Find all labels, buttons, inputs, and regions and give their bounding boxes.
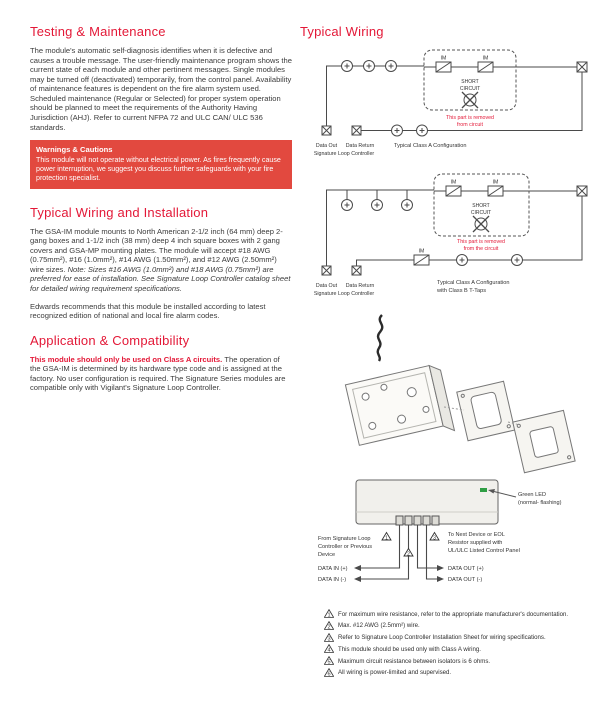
svg-text:3: 3 <box>327 636 331 642</box>
warning-triangle-icon <box>324 633 334 642</box>
data-out-minus-label: DATA OUT (-) <box>448 577 483 583</box>
wiring-installation-heading: Typical Wiring and Installation <box>30 204 209 220</box>
green-led <box>480 488 487 492</box>
note-item <box>324 609 604 618</box>
typical-wiring-heading: Typical Wiring <box>300 24 384 39</box>
installation-text-normal: The GSA-IM module mounts to North American 2-1/2 inch (64 mm) deep 2-gang boxes and 1-1/2 inch (38 mm) deep 4 inch square boxes with 2 gang covers and GSA-MP mounting plates. The module will accept #18 AWG (0.75mm²), #16 (1.0mm²), #14 AWG (1.50mm²), and #12 AWG (2.50mm²) wire sizes. <box>30 226 283 274</box>
data-in-plus-label: DATA IN (+) <box>318 566 348 572</box>
note-item <box>324 644 604 653</box>
installation-codes-note: Edwards recommends that this module be installed according to latest recognized edition of national and local fire alarm codes. <box>30 301 266 321</box>
im-label: IM <box>450 179 457 186</box>
note-item <box>324 656 604 665</box>
installation-text-italic: Note: Sizes #16 AWG (1.0mm²) and #18 AWG (0.75mm²) are preferred for ease of installation. See Signature Loop Controller catalog sheet for detailed wiring requirement specifications. <box>30 264 291 294</box>
application-compatibility-heading: Application & Compatibility <box>30 332 190 348</box>
svg-text:3: 3 <box>433 535 436 542</box>
field-wires <box>361 525 437 579</box>
im-label: IM <box>418 248 425 255</box>
detector-icons <box>342 200 523 266</box>
conduit-cable <box>378 315 383 361</box>
green-led-label: (normal- flashing) <box>518 500 562 506</box>
diagram-caption: with Class B T-Taps <box>437 288 487 294</box>
class-a-ttaps-wiring-diagram <box>302 172 602 302</box>
from-device-label: Controller or Previous <box>318 544 373 550</box>
right-connector-icon <box>577 62 587 72</box>
shorted-detector-icon <box>473 216 489 232</box>
detector-icons <box>342 61 428 137</box>
warning-triangle-icon <box>324 656 334 665</box>
note-text: Maximum circuit resistance between isolators is 6 ohms. <box>338 657 491 665</box>
warnings-cautions-title: Warnings & Cautions <box>36 145 113 155</box>
warning-triangle-icon <box>324 609 334 618</box>
right-connector-icon <box>577 186 587 196</box>
exploded-mounting-diagram <box>326 312 576 477</box>
short-circuit-label: CIRCUIT <box>470 210 492 216</box>
removed-note: from the circuit <box>463 246 499 252</box>
shorted-detector-icon <box>462 92 478 108</box>
im-label: IM <box>482 55 489 62</box>
class-a-wiring-diagram <box>302 46 602 164</box>
note-text: Refer to Signature Loop Controller Installation Sheet for wiring specifications. <box>338 634 546 642</box>
two-gang-box <box>345 363 454 452</box>
warning-triangle-icon <box>324 621 334 630</box>
wiring-installation-body <box>30 227 292 294</box>
to-device-label: Resistor supplied with <box>448 540 503 546</box>
short-circuit-label: SHORT <box>472 203 490 209</box>
data-return-label: Data Return <box>345 283 375 289</box>
warning-triangle-icon <box>382 533 391 542</box>
data-out-label: Data Out <box>315 283 338 289</box>
application-lead-red: This module should only be used on Class A circuits. <box>30 354 225 364</box>
im-label: IM <box>492 179 499 186</box>
im-module-icons <box>414 186 503 265</box>
loop-controller-terminals <box>322 266 361 275</box>
testing-maintenance-heading: Testing & Maintenance <box>30 24 166 39</box>
to-device-label: To Next Device or EOL <box>448 532 505 538</box>
removed-note: This part is removed <box>446 115 494 121</box>
svg-text:2: 2 <box>327 624 331 630</box>
note-item <box>324 621 604 630</box>
gang-cover <box>457 381 515 441</box>
green-led-label: Green LED <box>518 492 546 498</box>
note-text: This module should be used only with Class A wiring. <box>338 645 481 653</box>
left-column <box>30 24 292 401</box>
application-body-text: The operation of the GSA-IM is determined by its hardware type code and is assigned at the factory. No user configuration is required. The Signature Series modules are compatible only with Vigilant's Signature Loop Controller. <box>30 354 286 393</box>
module-terminal-wiring-diagram <box>312 476 604 594</box>
loop-controller-terminals <box>322 126 361 135</box>
testing-maintenance-body: The module's automatic self-diagnosis identifies when it is defective and causes a trouble message. The user-friendly maintenance program shows the current state of each module and other pertinent messages. Single modules may be turned off (deactivated) temporarily, from the control panel. Availability of maintenance features is dependent on the fire alarm system used. Scheduled maintenance (Regular or Selected) for proper system operation should be planned to meet the requirements of the Authority Having Jurisdiction (AHJ). Refer to current NFPA 72 and ULC CAN/ ULC 536 standards. <box>30 46 292 132</box>
svg-text:4: 4 <box>327 648 331 654</box>
note-text: For maximum wire resistance, refer to the appropriate manufacturer's documentation. <box>338 610 569 618</box>
svg-text:5: 5 <box>327 659 331 666</box>
data-out-label: Data Out <box>315 143 338 149</box>
diagram-caption: Typical Class A Configuration <box>437 280 510 286</box>
removed-note: from circuit <box>457 122 483 128</box>
note-item <box>324 633 604 642</box>
svg-text:6: 6 <box>327 671 331 677</box>
removed-note: This part is removed <box>457 239 505 245</box>
data-out-plus-label: DATA OUT (+) <box>448 566 484 572</box>
note-text: Max. #12 AWG (2.5mm²) wire. <box>338 622 420 630</box>
diagram-caption: Typical Class A Configuration <box>394 143 467 149</box>
data-in-minus-label: DATA IN (-) <box>318 577 347 583</box>
warnings-cautions-box <box>30 140 292 189</box>
controller-label: Signature Loop Controller <box>313 151 375 157</box>
wiring-notes <box>324 609 604 680</box>
from-device-label: From Signature Loop <box>318 536 371 542</box>
loop-wiring-lines <box>327 190 583 266</box>
mounting-plate <box>513 410 575 472</box>
warning-triangle-icon <box>324 644 334 653</box>
to-device-label: UL/ULC Listed Control Panel <box>448 548 520 554</box>
warning-triangle-icon <box>404 549 413 558</box>
warnings-cautions-body: This module will not operate without electrical power. As fires frequently cause power interruption, we suggest you discuss further safeguards with your fire protection specialist. <box>36 156 281 182</box>
svg-text:1: 1 <box>327 612 331 618</box>
svg-text:2: 2 <box>407 551 410 558</box>
note-text: All wiring is power-limited and supervised. <box>338 669 452 677</box>
application-compatibility-body <box>30 355 292 393</box>
short-circuit-label: CIRCUIT <box>459 86 481 92</box>
from-device-label: Device <box>318 552 336 558</box>
right-column <box>298 24 608 719</box>
warning-triangle-icon <box>430 533 439 542</box>
terminal-block <box>396 516 439 525</box>
data-return-label: Data Return <box>345 143 375 149</box>
controller-label: Signature Loop Controller <box>313 291 375 297</box>
short-circuit-label: SHORT <box>461 79 479 85</box>
svg-text:1: 1 <box>385 535 388 542</box>
warning-triangle-icon <box>324 668 334 677</box>
note-item <box>324 668 604 677</box>
im-label: IM <box>440 55 447 62</box>
